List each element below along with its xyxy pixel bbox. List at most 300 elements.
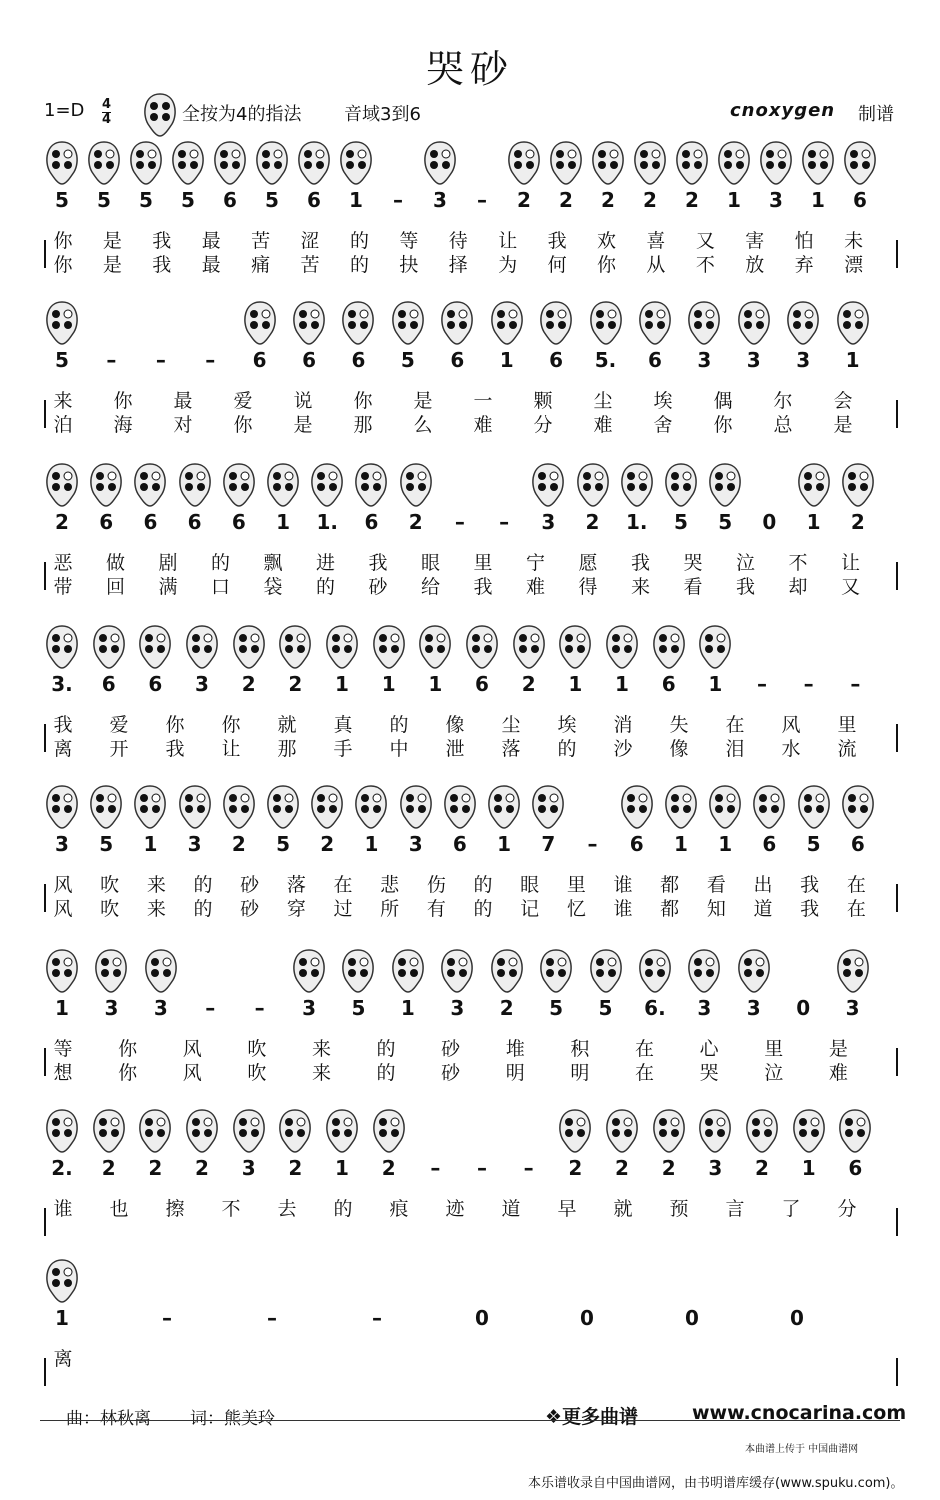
ocarina-fingering-icon — [546, 140, 586, 186]
lyric-char: 我 — [800, 874, 820, 896]
note: – — [803, 672, 814, 696]
note: 1 — [727, 188, 741, 212]
ocarina-fingering-icon — [336, 140, 376, 186]
lyric-char: 心 — [699, 1038, 719, 1060]
note: – — [106, 348, 117, 372]
ocarina-fingering-icon — [126, 140, 166, 186]
arranger-name: cnoxygen — [730, 100, 836, 121]
lyric-char: 的 — [557, 738, 577, 760]
lyric-char: 的 — [315, 576, 335, 598]
lyric-char: 沙 — [613, 738, 633, 760]
note: 6 — [101, 672, 116, 696]
note: 6 — [223, 188, 237, 212]
lyric-char: 难 — [593, 414, 613, 436]
ocarina-fingering-icon — [307, 462, 347, 508]
lyric-char: 你 — [233, 414, 253, 436]
ocarina-fingering-icon — [588, 140, 628, 186]
lyric-char: 愿 — [578, 552, 598, 574]
lyric-char: 里 — [473, 552, 493, 574]
note: 6 — [661, 672, 676, 696]
lyric-char: 从 — [646, 254, 666, 276]
bar-line — [896, 240, 898, 268]
lyric-char: 的 — [193, 898, 213, 920]
ocarina-fingering-icon — [175, 784, 215, 830]
lyric-char: 看 — [706, 874, 726, 896]
lyric-char: 谁 — [613, 898, 633, 920]
note: 3 — [541, 510, 556, 534]
note: 3 — [746, 996, 761, 1020]
lyric-char: 都 — [660, 898, 680, 920]
note: 2 — [381, 1156, 396, 1180]
ocarina-fingering-icon — [695, 624, 735, 670]
lyric-char: 剧 — [158, 552, 178, 574]
ocarina-fingering-icon — [586, 948, 626, 994]
ocarina-fingering-icon — [351, 784, 391, 830]
ocarina-fingering-icon — [536, 300, 576, 346]
note: 5. — [594, 348, 617, 372]
ocarina-fingering-icon — [798, 140, 838, 186]
lyric-char: 谁 — [53, 1198, 73, 1220]
lyric-char: 砂 — [240, 898, 260, 920]
lyric-char: 哭 — [683, 552, 703, 574]
note: 6 — [364, 510, 379, 534]
note: 5 — [276, 832, 290, 856]
lyric-char: 都 — [660, 874, 680, 896]
lyric-char: 就 — [277, 714, 297, 736]
ocarina-fingering-icon — [86, 784, 126, 830]
lyric-char: 放 — [745, 254, 765, 276]
note: 5 — [673, 510, 688, 534]
ocarina-fingering-icon — [141, 948, 181, 994]
lyric-char: 涩 — [300, 230, 320, 252]
ocarina-fingering-icon — [338, 300, 378, 346]
lyric-char: 怕 — [794, 230, 814, 252]
lyric-char: 待 — [448, 230, 468, 252]
lyric-char: 痛 — [251, 254, 271, 276]
ocarina-fingering-icon — [91, 948, 131, 994]
ocarina-fingering-icon — [219, 784, 259, 830]
note: 3 — [796, 348, 811, 372]
ocarina-fingering-icon — [135, 1108, 175, 1154]
note: 1 — [708, 672, 723, 696]
lyric-char: 眼 — [420, 552, 440, 574]
bar-line — [44, 562, 46, 590]
lyric-char: 你 — [221, 714, 241, 736]
note: 3 — [450, 996, 465, 1020]
lyric-char: 恶 — [53, 552, 73, 574]
lyric-char: 分 — [837, 1198, 857, 1220]
lyric-char: 会 — [833, 390, 853, 412]
lyric-char: 你 — [165, 714, 185, 736]
ocarina-fingering-icon — [42, 624, 82, 670]
lyric-char: 你 — [713, 414, 733, 436]
upload-note: 本曲谱上传于 中国曲谱网 — [745, 1444, 859, 1455]
ocarina-fingering-icon — [42, 1258, 82, 1304]
lyric-char: 知 — [706, 898, 726, 920]
ocarina-fingering-icon — [555, 624, 595, 670]
lyric-char: 你 — [53, 254, 73, 276]
lyric-char: 是 — [828, 1038, 848, 1060]
bar-line — [44, 884, 46, 912]
note: 2 — [241, 672, 256, 696]
lyric-char: 未 — [844, 230, 864, 252]
lyric-char: 最 — [173, 390, 193, 412]
ocarina-fingering-icon — [89, 624, 129, 670]
ocarina-fingering-icon — [635, 948, 675, 994]
note: 1 — [400, 996, 415, 1020]
lyric-char: 水 — [781, 738, 801, 760]
lyric-char: 么 — [413, 414, 433, 436]
note: 6 — [307, 188, 321, 212]
bar-line — [896, 724, 898, 752]
lyric-char: 明 — [570, 1062, 590, 1084]
lyric-char: 难 — [828, 1062, 848, 1084]
note: 1 — [335, 1156, 349, 1180]
lyric-char: 风 — [182, 1062, 202, 1084]
lyric-char: 爱 — [109, 714, 129, 736]
range-note: 音域3到6 — [344, 104, 421, 125]
lyric-char: 在 — [846, 898, 866, 920]
ocarina-fingering-icon — [84, 140, 124, 186]
lyric-char: 泊 — [53, 414, 73, 436]
lyric-char: 来 — [311, 1038, 331, 1060]
bar-line — [44, 724, 46, 752]
lyric-char: 的 — [349, 254, 369, 276]
lyric-char: 像 — [445, 714, 465, 736]
lyric-char: 痕 — [389, 1198, 409, 1220]
note-line — [0, 996, 940, 1030]
note: 2 — [661, 1156, 676, 1180]
ocarina-fingering-icon — [528, 462, 568, 508]
lyric-char: 总 — [773, 414, 793, 436]
footer-divider — [40, 1420, 900, 1421]
note: 1. — [625, 510, 648, 534]
note: 3 — [55, 832, 69, 856]
ocarina-fingering-icon — [289, 300, 329, 346]
lyric-char: 你 — [113, 390, 133, 412]
note: 3 — [195, 672, 209, 696]
ocarina-fingering-icon — [838, 462, 878, 508]
lyric-char: 了 — [781, 1198, 801, 1220]
time-denominator: 4 — [102, 112, 112, 127]
note-line — [0, 1306, 940, 1340]
note: – — [757, 672, 767, 696]
note: 3 — [104, 996, 119, 1020]
lyric-char: 看 — [683, 576, 703, 598]
lyric-char: 道 — [753, 898, 773, 920]
lyric-char: 带 — [53, 576, 73, 598]
lyric-char: 宁 — [525, 552, 545, 574]
ocarina-fingering-icon — [602, 1108, 642, 1154]
note: 3 — [845, 996, 860, 1020]
ocarina-fingering-icon — [528, 784, 568, 830]
note: 3 — [187, 832, 202, 856]
ocarina-fingering-icon — [42, 1108, 82, 1154]
page-title: 哭砂 — [425, 47, 514, 91]
ocarina-fingering-icon — [695, 1108, 735, 1154]
ocarina-fingering-icon — [388, 300, 428, 346]
ocarina-fingering-icon — [263, 462, 303, 508]
lyric-char: 来 — [146, 874, 166, 896]
ocarina-fingering-icon — [573, 462, 613, 508]
lyric-char: 你 — [118, 1062, 138, 1084]
lyric-char: 的 — [210, 552, 230, 574]
note: – — [850, 672, 861, 696]
source-note: 本乐谱收录自中国曲谱网，由书明谱库缓存(www.spuku.com)。 — [528, 1476, 904, 1491]
note: 0 — [475, 1306, 489, 1330]
note: 5 — [598, 996, 613, 1020]
note: 1 — [673, 832, 688, 856]
ocarina-fingering-icon — [275, 1108, 315, 1154]
note: – — [205, 348, 216, 372]
lyric-char: 海 — [113, 414, 133, 436]
lyric-char: 流 — [837, 738, 857, 760]
lyric-char: 在 — [333, 874, 353, 896]
lyric-char: 进 — [315, 552, 335, 574]
lyric-char: 眼 — [520, 874, 540, 896]
ocarina-fingering-icon — [661, 784, 701, 830]
ocarina-fingering-icon — [840, 140, 880, 186]
lyric-char: 消 — [613, 714, 633, 736]
ocarina-fingering-icon — [838, 784, 878, 830]
time-numerator: 4 — [102, 97, 112, 112]
ocarina-fingering-icon — [388, 948, 428, 994]
note: 0 — [790, 1306, 804, 1330]
lyric-char: 在 — [635, 1038, 655, 1060]
lyric-char: 积 — [570, 1038, 590, 1060]
note: 6 — [143, 510, 158, 534]
note: 6. — [644, 996, 666, 1020]
ocarina-fingering-icon — [484, 784, 524, 830]
note: 3 — [433, 188, 447, 212]
note: 3 — [302, 996, 316, 1020]
lyric-char: 手 — [333, 738, 353, 760]
note: – — [430, 1156, 441, 1180]
composer-credit: 曲：林秋离 — [66, 1409, 151, 1429]
lyric-char: 明 — [505, 1062, 525, 1084]
lyric-char: 难 — [525, 576, 545, 598]
lyric-char: 你 — [353, 390, 373, 412]
lyric-char: 预 — [669, 1198, 689, 1220]
lyric-char: 穿 — [286, 898, 306, 920]
ocarina-fingering-icon — [789, 1108, 829, 1154]
lyric-char: 迹 — [445, 1198, 465, 1220]
note: 5 — [139, 188, 153, 212]
lyric-char: 择 — [448, 254, 468, 276]
note: 5 — [549, 996, 564, 1020]
ocarina-fingering-icon — [175, 462, 215, 508]
note: 6 — [99, 510, 114, 534]
note: 0 — [796, 996, 811, 1020]
ocarina-fingering-icon — [420, 140, 460, 186]
ocarina-fingering-icon — [307, 784, 347, 830]
note: 5 — [265, 188, 279, 212]
lyric-char: 得 — [578, 576, 598, 598]
note: 2. — [51, 1156, 73, 1180]
note: 6 — [475, 672, 489, 696]
note: 2 — [568, 1156, 583, 1180]
lyric-char: 的 — [389, 714, 409, 736]
note: 5 — [718, 510, 733, 534]
ocarina-fingering-icon — [322, 624, 362, 670]
lyric-char: 言 — [725, 1198, 745, 1220]
lyric-char: 堆 — [505, 1038, 525, 1060]
ocarina-fingering-icon — [602, 624, 642, 670]
lyric-char: 我 — [53, 714, 73, 736]
note: – — [587, 832, 598, 856]
note: 1 — [364, 832, 379, 856]
note: 3 — [769, 188, 783, 212]
lyric-char: 你 — [53, 230, 73, 252]
note: – — [254, 996, 265, 1020]
lyric-char: 为 — [498, 254, 518, 276]
note: 2 — [231, 832, 246, 856]
lyric-char: 泣 — [764, 1062, 784, 1084]
lyric-char: 偶 — [713, 390, 733, 412]
note: 2 — [559, 188, 573, 212]
lyric-char: 早 — [557, 1198, 577, 1220]
lyric-char: 过 — [333, 898, 353, 920]
ocarina-fingering-icon — [168, 140, 208, 186]
ocarina-fingering-icon — [649, 1108, 689, 1154]
lyric-char: 飘 — [263, 552, 283, 574]
lyric-char: 泣 — [735, 552, 755, 574]
lyric-char: 一 — [473, 390, 493, 412]
ocarina-fingering-icon — [734, 300, 774, 346]
bar-line — [44, 1358, 46, 1386]
bar-line — [896, 884, 898, 912]
ocarina-fingering-icon — [783, 300, 823, 346]
note: 3 — [241, 1156, 256, 1180]
note: – — [205, 996, 216, 1020]
note: 2 — [408, 510, 423, 534]
note: 6 — [647, 348, 662, 372]
lyric-char: 中 — [389, 738, 409, 760]
ocarina-fingering-icon — [705, 462, 745, 508]
note: 3 — [746, 348, 761, 372]
note: 1 — [428, 672, 443, 696]
lyric-char: 里 — [566, 874, 586, 896]
bar-line — [44, 240, 46, 268]
lyric-char: 尘 — [593, 390, 613, 412]
note: 0 — [685, 1306, 699, 1330]
note: 2 — [517, 188, 531, 212]
lyric-char: 谁 — [613, 874, 633, 896]
bar-line — [44, 1208, 46, 1236]
lyric-char: 像 — [669, 738, 689, 760]
ocarina-fingering-icon — [649, 624, 689, 670]
ocarina-fingering-icon — [437, 948, 477, 994]
lyric-char: 来 — [53, 390, 73, 412]
note: 1 — [615, 672, 629, 696]
note: 1 — [718, 832, 733, 856]
note: 2 — [615, 1156, 629, 1180]
note: 3 — [153, 996, 168, 1020]
ocarina-fingering-icon — [130, 462, 170, 508]
lyric-char: 给 — [420, 576, 440, 598]
note: – — [477, 1156, 487, 1180]
lyric-char: 离 — [53, 1348, 73, 1370]
ocarina-fingering-icon — [661, 462, 701, 508]
lyric-char: 风 — [781, 714, 801, 736]
ocarina-fingering-icon — [338, 948, 378, 994]
bar-line — [896, 562, 898, 590]
ocarina-fingering-icon — [617, 784, 657, 830]
note: – — [523, 1156, 534, 1180]
note: 6 — [629, 832, 644, 856]
note: – — [499, 510, 510, 534]
note: 6 — [187, 510, 202, 534]
note: 5 — [55, 188, 69, 212]
lyric-char: 的 — [376, 1062, 396, 1084]
ocarina-fingering-icon — [487, 948, 527, 994]
note: 6 — [351, 348, 366, 372]
note-line — [0, 832, 940, 866]
ocarina-fingering-icon — [86, 462, 126, 508]
lyric-char: 我 — [152, 230, 172, 252]
ocarina-fingering-icon — [240, 300, 280, 346]
ocarina-fingering-icon — [437, 300, 477, 346]
lyric-char: 那 — [353, 414, 373, 436]
lyric-char: 悲 — [380, 874, 400, 896]
lyric-char: 的 — [333, 1198, 353, 1220]
bar-line — [44, 1048, 46, 1076]
lyric-char: 泄 — [445, 738, 465, 760]
ocarina-fingering-icon — [42, 948, 82, 994]
lyric-char: 是 — [413, 390, 433, 412]
lyric-char: 失 — [669, 714, 689, 736]
lyric-char: 尘 — [501, 714, 521, 736]
more-scores-link[interactable]: ❖更多曲谱 — [545, 1406, 639, 1428]
note: 2 — [685, 188, 699, 212]
ocarina-fingering-icon — [504, 140, 544, 186]
lyric-char: 袋 — [263, 576, 283, 598]
note: – — [162, 1306, 172, 1330]
site-link[interactable]: www.cnocarina.com — [692, 1402, 907, 1424]
note: 7 — [541, 832, 556, 856]
note: 2 — [499, 996, 514, 1020]
lyric-char: 的 — [473, 898, 493, 920]
lyric-char: 说 — [293, 390, 313, 412]
lyric-char: 等 — [399, 230, 419, 252]
ocarina-fingering-icon — [794, 784, 834, 830]
lyric-char: 是 — [833, 414, 853, 436]
lyric-char: 做 — [105, 552, 125, 574]
note: 1 — [381, 672, 396, 696]
lyric-char: 来 — [311, 1062, 331, 1084]
lyric-char: 漂 — [844, 254, 864, 276]
note: 1 — [349, 188, 363, 212]
bar-line — [44, 400, 46, 428]
lyric-char: 吹 — [100, 898, 120, 920]
ocarina-fingering-icon — [714, 140, 754, 186]
lyric-char: 里 — [764, 1038, 784, 1060]
ocarina-fingering-icon — [487, 300, 527, 346]
ocarina-fingering-icon — [42, 462, 82, 508]
note: 6 — [252, 348, 267, 372]
note: 3 — [708, 1156, 723, 1180]
lyric-char: 我 — [630, 552, 650, 574]
ocarina-fingering-icon — [229, 1108, 269, 1154]
note: 2 — [585, 510, 600, 534]
note: 6 — [148, 672, 163, 696]
lyric-char: 砂 — [441, 1062, 461, 1084]
note: 5 — [351, 996, 366, 1020]
ocarina-fingering-icon — [182, 624, 222, 670]
note: 2 — [195, 1156, 209, 1180]
ocarina-fingering-icon — [794, 462, 834, 508]
note: 1 — [499, 348, 514, 372]
